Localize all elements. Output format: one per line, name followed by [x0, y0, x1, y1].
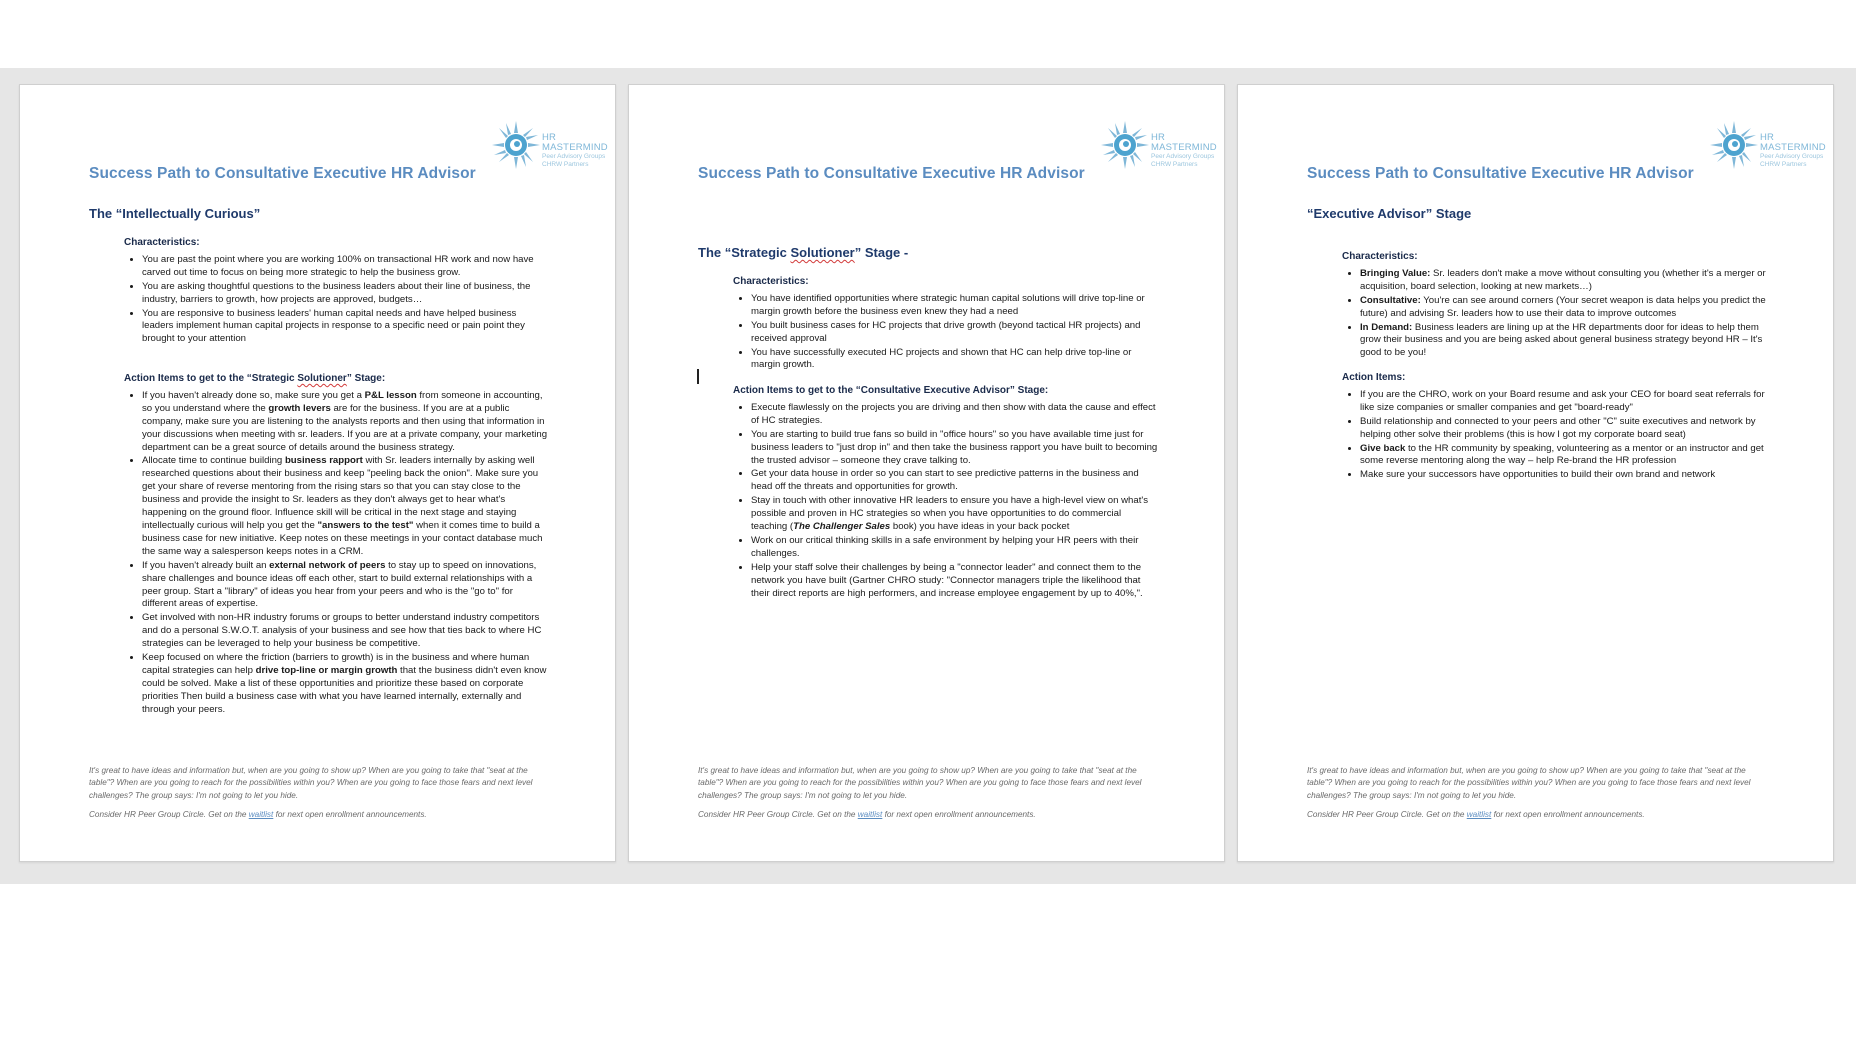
- page-2[interactable]: [628, 84, 1225, 862]
- stage-title: [698, 245, 908, 260]
- action-items-list: [733, 401, 1158, 601]
- logo-line-2: Peer Advisory Groups: [542, 153, 606, 160]
- text: If you haven't already done so, make sure you get a: [142, 389, 365, 401]
- text: are for the business. If you are at a public company, make sure you are listening to the analysts reports and then using that information in your discussions when meeting with sr. leaders. If you are at a private company, your marketing department can be a great source of details around the business strategy.: [142, 402, 548, 453]
- list-item: [1360, 294, 1767, 321]
- action-items-list: [1342, 388, 1767, 482]
- book-title: The Challenger Sales: [793, 521, 891, 533]
- text-cursor: [697, 369, 699, 384]
- footer-text: It's great to have ideas and information but, when are you going to show up? When are you going to take that "seat at the table"? When are you going to reach for the possibilities within you? When are you going to face those fears and next level challenges? The group says: I'm not going to let you hide.: [89, 766, 533, 800]
- list-item: • You have successfully executed HC projects and shown that HC can help drive top-line or margin growth.: [751, 346, 1158, 373]
- action-items-section: [733, 385, 1158, 601]
- characteristics-list: [1342, 267, 1767, 360]
- logo-line-2: Peer Advisory Groups: [1151, 153, 1215, 160]
- characteristics-list: [733, 292, 1158, 372]
- action-items-section: [124, 373, 549, 717]
- list-item: [142, 389, 549, 455]
- characteristics-section: [124, 237, 549, 346]
- sun-logo-icon: [490, 119, 542, 171]
- text: If you haven't already built an: [142, 559, 270, 571]
- bold-text: business rapport: [284, 455, 363, 467]
- list-item: [751, 494, 1158, 534]
- list-item: [142, 651, 549, 717]
- list-item: [1360, 321, 1767, 361]
- document-title: Success Path to Consultative Executive HR Advisor: [1307, 165, 1694, 182]
- footer-text: It's great to have ideas and information but, when are you going to show up? When are you going to take that "seat at the table"? When are you going to reach for the possibilities within you? When are you going to face those fears and next level challenges? The group says: I'm not going to let you hide.: [1307, 766, 1751, 800]
- logo-line-1: HR MASTERMIND: [542, 132, 608, 153]
- characteristics-section: [1342, 251, 1767, 360]
- text: Consider HR Peer Group Circle. Get on the: [698, 809, 858, 819]
- logo-line-2: Peer Advisory Groups: [1760, 153, 1824, 160]
- text: for next open enrollment announcements.: [882, 809, 1036, 819]
- characteristics-list: [124, 253, 549, 346]
- bold-text: "answers to the test": [317, 519, 414, 531]
- logo-line-3: CHRW Partners: [1760, 161, 1807, 168]
- logo-line-3: CHRW Partners: [1151, 161, 1198, 168]
- list-item: • Execute flawlessly on the projects you are driving and then show with data the cause and effect of HC strategies.: [751, 401, 1158, 428]
- footer-cta: [698, 809, 1158, 821]
- bold-text: P&L lesson: [364, 389, 417, 401]
- stage-title: The “Intellectually Curious”: [89, 206, 261, 221]
- characteristics-heading: Characteristics:: [733, 276, 809, 287]
- text: Stay in touch with other innovative HR leaders to ensure you have a high-level view on what's possible and proven in HC strategies so when you have opportunities to do commercial teaching (: [751, 495, 1148, 533]
- stage-title: “Executive Advisor” Stage: [1307, 206, 1472, 221]
- hr-mastermind-logo: [1708, 119, 1828, 173]
- list-item: • If you are the CHRO, work on your Board resume and ask your CEO for board seat referrals for like size companies or smaller companies and get "board-ready": [1360, 388, 1767, 415]
- list-item: • You are starting to build true fans so build in "office hours" so you have available time just for business leaders to "just drop in" and then take the business rapport you have built to becoming the trusted advisor – someone they crave talking to.: [751, 428, 1158, 468]
- spellcheck-word[interactable]: Solutioner: [297, 373, 347, 384]
- text: for next open enrollment announcements.: [273, 809, 427, 819]
- text: Allocate time to continue building: [142, 455, 285, 467]
- page-footer: [89, 765, 549, 821]
- list-item: [1360, 267, 1767, 294]
- text: for next open enrollment announcements.: [1491, 809, 1645, 819]
- list-item: • You are asking thoughtful questions to the business leaders about their line of business, the industry, barriers to growth, how projects are approved, budgets…: [142, 280, 549, 307]
- logo-line-1: HR MASTERMIND: [1760, 132, 1826, 153]
- hr-mastermind-logo: [1099, 119, 1219, 173]
- text: Consider HR Peer Group Circle. Get on the: [89, 809, 249, 819]
- bold-text: Bringing Value:: [1360, 267, 1431, 279]
- text: Sr. leaders don't make a move without consulting you (whether it's a merger or acquisition, board selection, looking at new markets…): [1360, 267, 1766, 292]
- text: with Sr. leaders internally by asking well researched questions about their business and keep "peeling back the onion". Make sure you get your share of reverse mentoring from the rising stars so that you can stay close to the business and provide the insight to Sr. leaders as they don't always get to hear what's happening on the ground floor. Influence skill will be critical in the next stage and staying intellectually curious will help you get the: [142, 455, 539, 531]
- text: You're can see around corners (Your secret weapon is data helps you predict the future) and advising Sr. leaders how to use their data to improve outcomes: [1360, 294, 1766, 319]
- logo-line-1: HR MASTERMIND: [1151, 132, 1217, 153]
- list-item: [142, 454, 549, 558]
- bold-text: In Demand:: [1360, 321, 1413, 333]
- list-item: • Build relationship and connected to your peers and other "C" suite executives and network by helping other solve their problems (this is how I got my corporate board seat): [1360, 415, 1767, 442]
- list-item: • Make sure your successors have opportunities to build their own brand and network: [1360, 468, 1767, 482]
- characteristics-heading: Characteristics:: [1342, 251, 1418, 262]
- footer-text: It's great to have ideas and information but, when are you going to show up? When are you going to take that "seat at the table"? When are you going to reach for the possibilities within you? When are you going to face those fears and next level challenges? The group says: I'm not going to let you hide.: [698, 766, 1142, 800]
- title-part: The “Strategic: [698, 245, 791, 260]
- list-item: • You are past the point where you are working 100% on transactional HR work and now have carved out time to focus on being more strategic to help the business grow.: [142, 253, 549, 280]
- document-title: Success Path to Consultative Executive HR Advisor: [89, 165, 476, 182]
- page-footer: [1307, 765, 1767, 821]
- spellcheck-word[interactable]: Solutioner: [790, 245, 855, 260]
- document-title: Success Path to Consultative Executive HR Advisor: [698, 165, 1085, 182]
- action-items-section: [1342, 372, 1767, 482]
- text: Get involved with non-HR industry forums or groups to better understand industry competitors and do a personal S.W.O.T. analysis of your business and see how that ties back to where HC strategies can be leveraged to help your business be competitive.: [142, 612, 542, 650]
- hr-mastermind-logo: [490, 119, 610, 173]
- waitlist-link[interactable]: waitlist: [1466, 809, 1492, 819]
- text: Consider HR Peer Group Circle. Get on the: [1307, 809, 1467, 819]
- list-item: [142, 559, 549, 612]
- bold-text: Give back: [1360, 442, 1406, 454]
- action-items-heading: Action Items to get to the “Consultative Executive Advisor” Stage:: [733, 385, 1049, 396]
- heading-part: Action Items to get to the “Strategic: [124, 373, 298, 384]
- bold-text: external network of peers: [269, 559, 386, 571]
- text: from someone in accounting, so you understand where the: [142, 389, 543, 414]
- footer-cta: [1307, 809, 1767, 821]
- text: to stay up to speed on innovations, share challenges and bounce ideas off each other, start to build external relationships with a peer group. Start a "library" of ideas you hear from your peers and who is the "go to" for different areas of expertise.: [142, 559, 537, 610]
- bold-text: growth levers: [268, 402, 331, 414]
- page-1[interactable]: [19, 84, 616, 862]
- page-footer: [698, 765, 1158, 821]
- characteristics-heading: Characteristics:: [124, 237, 200, 248]
- text: when it comes time to build a business case for new initiative. Keep notes on these meetings in your contact database much the same way a salesperson keeps notes in a CRM.: [142, 519, 543, 557]
- list-item: [142, 611, 549, 651]
- waitlist-link[interactable]: waitlist: [248, 809, 274, 819]
- characteristics-section: [733, 276, 1158, 372]
- text: to the HR community by speaking, volunteering as a mentor or an instructor and get some reverse mentoring along the way – help Re-brand the HR profession: [1360, 442, 1764, 467]
- list-item: • Work on our critical thinking skills in a safe environment by helping your HR peers with their challenges.: [751, 534, 1158, 561]
- bold-text: Consultative:: [1360, 294, 1421, 306]
- text: Business leaders are lining up at the HR departments door for ideas to help them grow their business and you are being asked about general business strategy beyond HR – It's good to be you!: [1360, 321, 1763, 359]
- text: that the business didn't even know could be solved. Make a list of these opportunities and prioritize these based on corporate priorities Then build a business case with what you have learned internally, externally and through your peers.: [142, 664, 547, 715]
- heading-part: ” Stage:: [346, 373, 386, 384]
- title-part: ” Stage -: [854, 245, 909, 260]
- list-item: • Get your data house in order so you can start to see predictive patterns in the business and head off the threats and opportunities for growth.: [751, 467, 1158, 494]
- list-item: • You have identified opportunities where strategic human capital solutions will drive top-line or margin growth before the business even knew they had a need: [751, 292, 1158, 319]
- sun-logo-icon: [1708, 119, 1760, 171]
- bold-text: drive top-line or margin growth: [255, 664, 398, 676]
- text: Keep focused on where the friction (barriers to growth) is in the business and where human capital strategies can help: [142, 652, 530, 676]
- list-item: [1360, 442, 1767, 469]
- waitlist-link[interactable]: waitlist: [857, 809, 883, 819]
- action-items-list: [124, 389, 549, 717]
- action-items-heading: Action Items:: [1342, 372, 1406, 383]
- footer-cta: [89, 809, 549, 821]
- page-3[interactable]: [1237, 84, 1834, 862]
- list-item: • Help your staff solve their challenges by being a "connector leader" and connect them to the network you have built (Gartner CHRO study: "Connector managers triple the likelihood that their direct reports are high performers, and increase employee engagement by up to 40%,".: [751, 561, 1158, 601]
- list-item: • You built business cases for HC projects that drive growth (beyond tactical HR projects) and received approval: [751, 319, 1158, 346]
- logo-line-3: CHRW Partners: [542, 161, 589, 168]
- text: book) you have ideas in your back pocket: [890, 521, 1070, 533]
- action-items-heading: [124, 373, 549, 386]
- list-item: • You are responsive to business leaders' human capital needs and have helped business leaders implement human capital projects in response to a specific need or pain point they brought to your attention: [142, 307, 549, 347]
- sun-logo-icon: [1099, 119, 1151, 171]
